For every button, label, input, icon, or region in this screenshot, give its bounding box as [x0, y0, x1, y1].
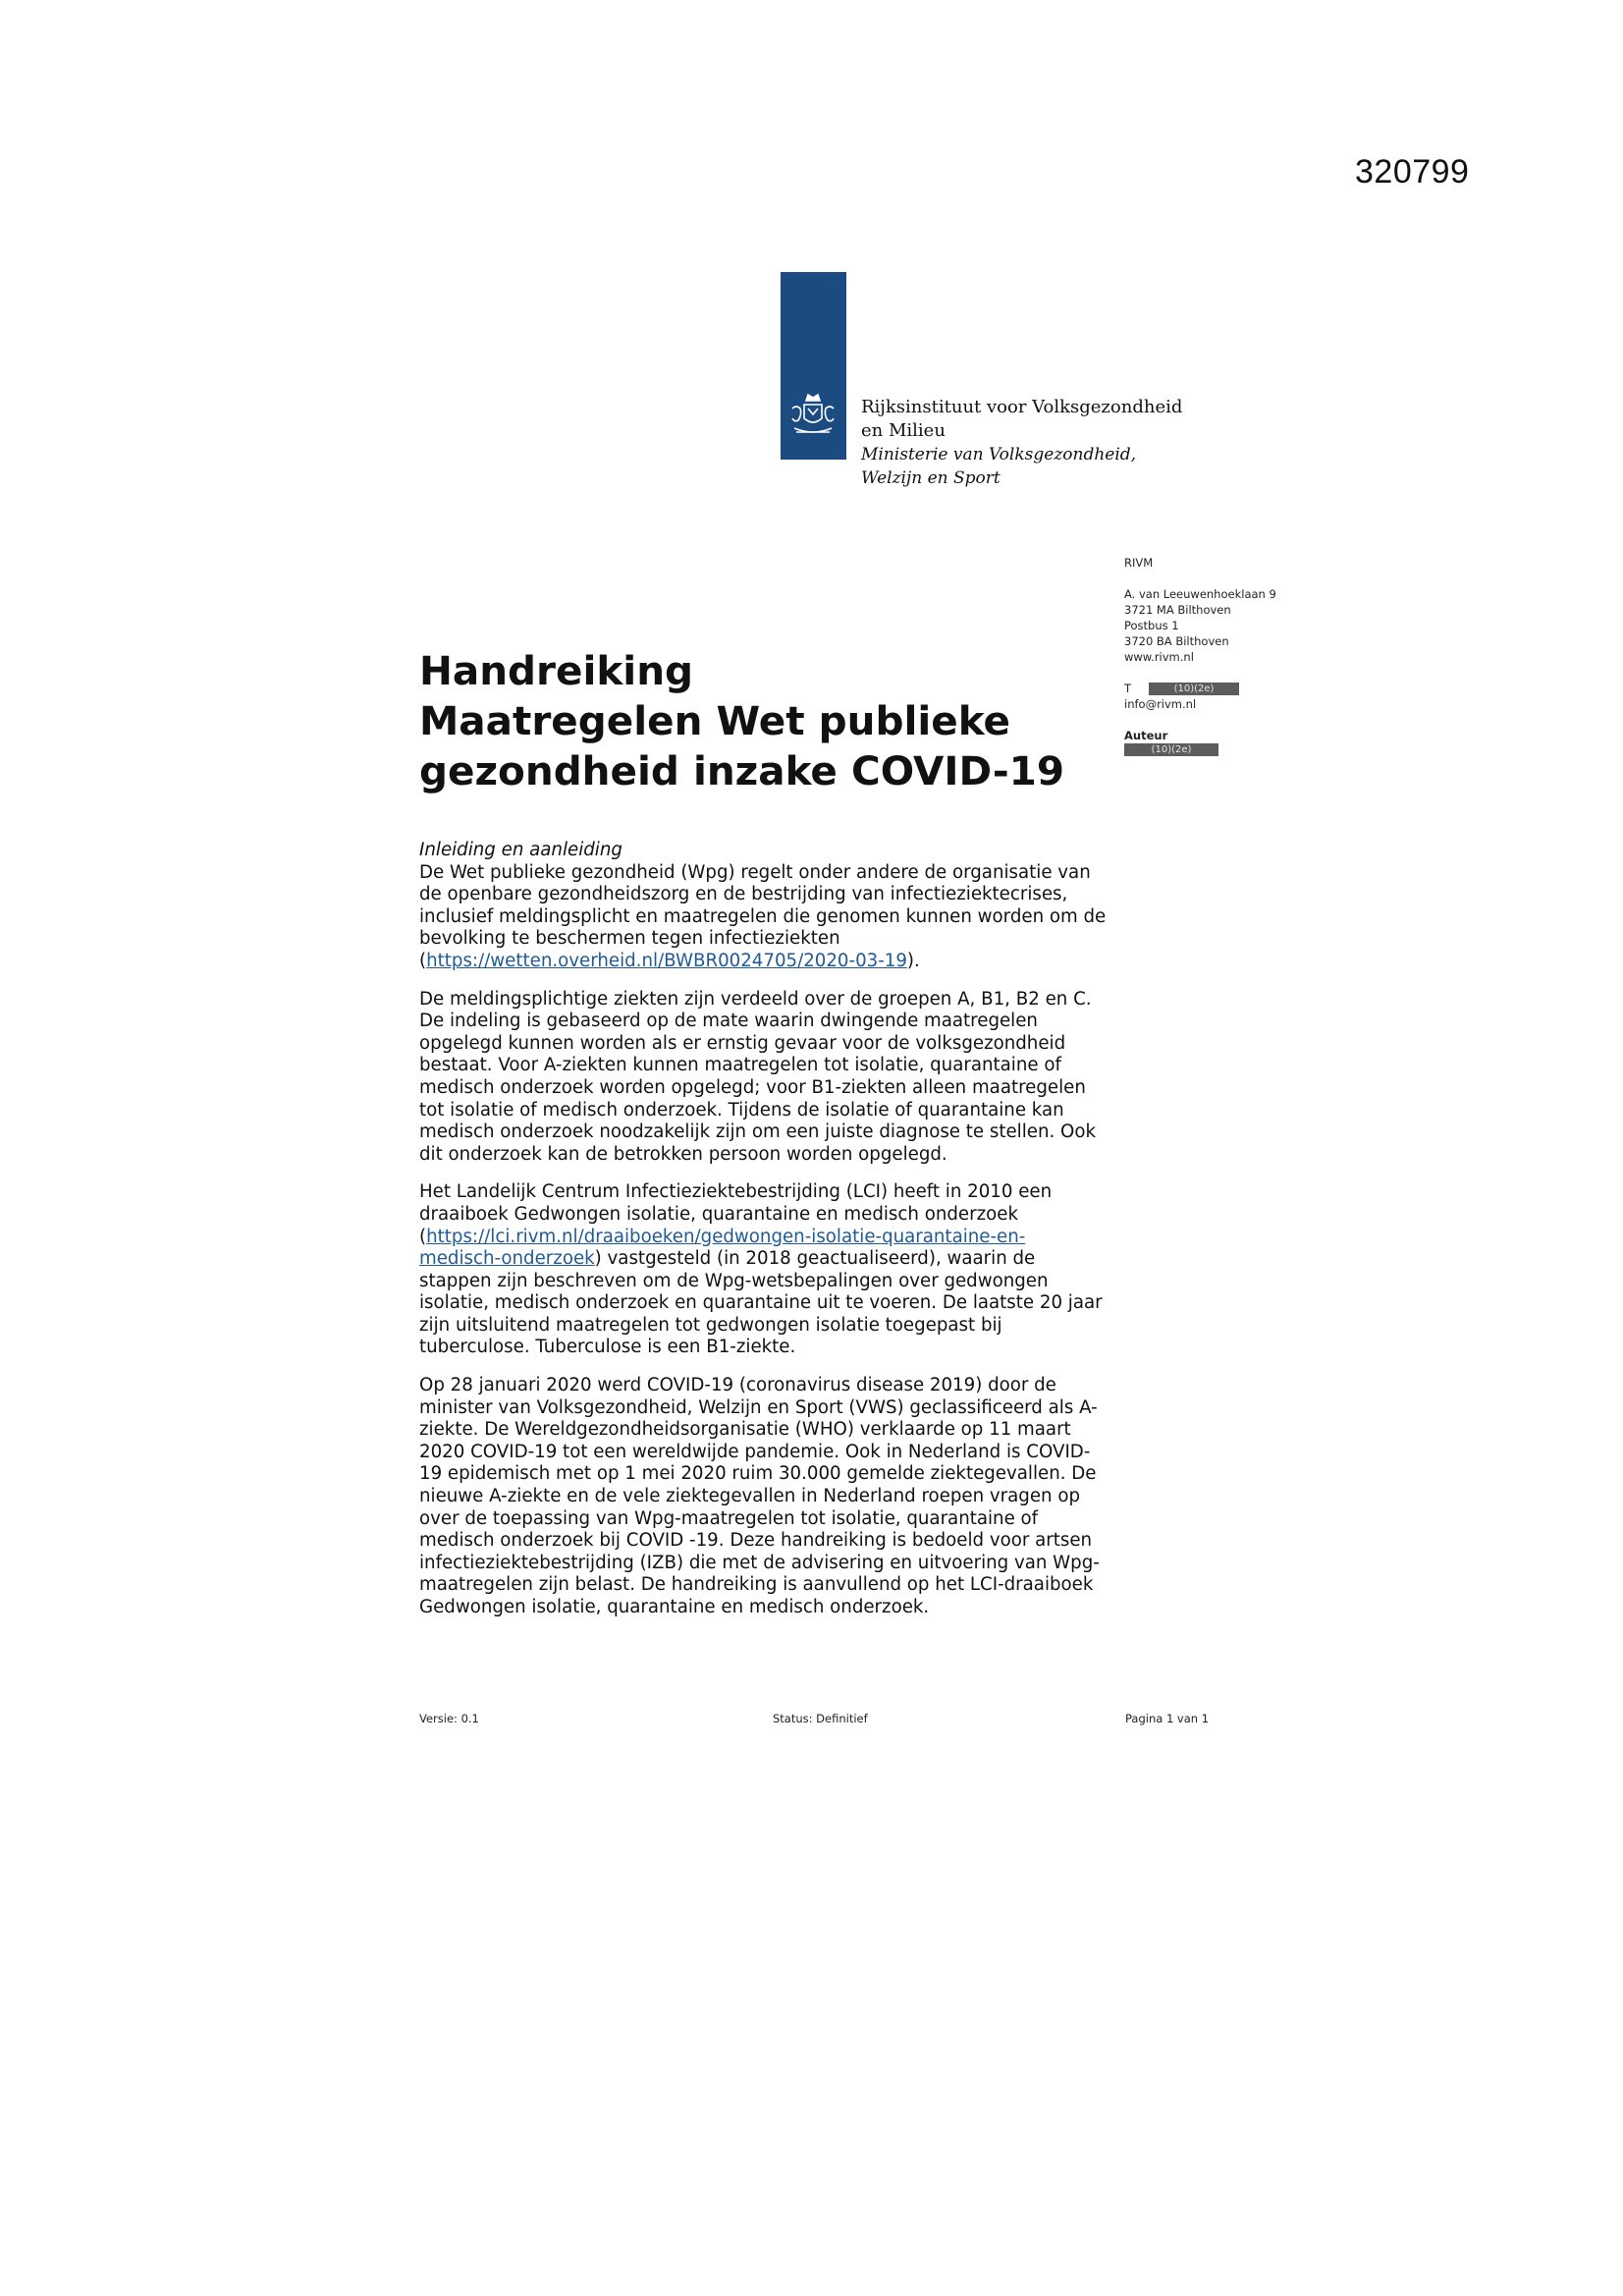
document-number: 320799 — [1355, 153, 1470, 191]
footer-page-number: Pagina 1 van 1 — [1125, 1712, 1210, 1725]
phone-row — [1124, 681, 1276, 696]
address-line: Postbus 1 — [1124, 619, 1179, 632]
paragraph-text: Het Landelijk Centrum Infectieziektebestrijding (LCI) heeft in 2010 een draaiboek Gedwongen isolatie, quarantaine en medisch onderzoek ( — [419, 1181, 1053, 1247]
intro-heading: Inleiding en aanleiding — [419, 840, 622, 860]
coat-of-arms-icon — [783, 385, 843, 446]
phone-redaction: (10)(2e) — [1149, 683, 1239, 695]
paragraph-text: ) vastgesteld (in 2018 geactualiseerd), waarin de stappen zijn beschreven om de Wpg-wetsbepalingen over gedwongen isolatie, medisch onderzoek en quarantaine uit te voeren. De laatste 20 jaar zijn uitsluitend maatregelen tot gedwongen isolatie toegepast bij tuberculose. Tuberculose is een B1-ziekte. — [419, 1248, 1103, 1358]
title-line: gezondheid inzake COVID-19 — [419, 747, 1064, 794]
org-name-line2: en Milieu — [861, 420, 946, 441]
document-body — [419, 840, 1107, 1635]
title-line: Maatregelen Wet publieke — [419, 697, 1011, 744]
org-name-line1: Rijksinstituut voor Volksgezondheid — [861, 397, 1183, 417]
footer-status: Status: Definitief — [773, 1712, 868, 1725]
paragraph-text: De Wet publieke gezondheid (Wpg) regelt onder andere de organisatie van de openbare gezondheidszorg en de bestrijding van infectieziektecrises, inclusief meldingsplicht en maatregelen die genomen kunnen worden om de bevolking te beschermen tegen infectieziekten ( — [419, 861, 1107, 971]
paragraph-covid: Op 28 januari 2020 werd COVID-19 (coronavirus disease 2019) door de minister van Volksgezondheid, Welzijn en Sport (VWS) geclassificeerd als A-ziekte. De Wereldgezondheidsorganisatie (WHO) verklaarde op 11 maart 2020 COVID-19 tot een wereldwijde pandemie. Ook in Nederland is COVID-19 epidemisch met op 1 mei 2020 ruim 30.000 gemelde ziektegevallen. De nieuwe A-ziekte en de vele ziektegevallen in Nederland roepen vragen op over de toepassing van Wpg-maatregelen tot isolatie, quarantaine of medisch onderzoek bij COVID -19. Deze handreiking is bedoeld voor artsen infectieziektebestrijding (IZB) die met de advisering en uitvoering van Wpg-maatregelen zijn belast. De handreiking is aanvullend op het LCI-draaiboek Gedwongen isolatie, quarantaine en medisch onderzoek. — [419, 1375, 1100, 1617]
title-line: Handreiking — [419, 647, 694, 694]
paragraph-text: ). — [906, 950, 920, 971]
logo-text — [861, 396, 1182, 490]
author-redaction: (10)(2e) — [1124, 743, 1218, 756]
ministry-line1: Ministerie van Volksgezondheid, — [861, 445, 1137, 465]
sidebar-contact-details — [1124, 681, 1276, 712]
website-link[interactable]: www.rivm.nl — [1124, 650, 1194, 664]
paragraph-meldingsplichtige: De meldingsplichtige ziekten zijn verdeeld over de groepen A, B1, B2 en C. De indeling is gebaseerd op de mate waarin dwingende maatregelen opgelegd kunnen worden als er ernstig gevaar voor de volksgezondheid bestaat. Voor A-ziekten kunnen maatregelen tot isolatie, quarantaine of medisch onderzoek worden opgelegd; voor B1-ziekten alleen maatregelen tot isolatie of medisch onderzoek. Tijdens de isolatie of quarantaine kan medisch onderzoek noodzakelijk zijn om een juiste diagnose te stellen. Ook dit onderzoek kan de betrokken persoon worden opgelegd. — [419, 988, 1097, 1165]
author-label: Auteur — [1124, 729, 1168, 742]
lci-link[interactable]: https://lci.rivm.nl/draaiboeken/gedwongen-isolatie-quarantaine-en-medisch-onderzoek — [419, 1226, 1026, 1270]
sidebar-org: RIVM — [1124, 556, 1154, 570]
wetten-link[interactable]: https://wetten.overheid.nl/BWBR0024705/2020-03-19 — [426, 950, 907, 971]
paragraph-intro — [419, 840, 1107, 973]
sidebar-author — [1124, 728, 1276, 756]
document-title — [419, 646, 1126, 796]
sidebar-address — [1124, 586, 1276, 665]
ministry-line2: Welzijn en Sport — [861, 468, 1001, 488]
address-line: A. van Leeuwenhoeklaan 9 — [1124, 587, 1276, 601]
address-line: 3721 MA Bilthoven — [1124, 603, 1231, 617]
paragraph-lci — [419, 1181, 1107, 1359]
email-link[interactable]: info@rivm.nl — [1124, 697, 1197, 711]
address-line: 3720 BA Bilthoven — [1124, 634, 1229, 648]
footer-version: Versie: 0.1 — [419, 1712, 479, 1725]
sidebar-contact — [1124, 555, 1276, 772]
phone-label: T — [1124, 682, 1132, 695]
